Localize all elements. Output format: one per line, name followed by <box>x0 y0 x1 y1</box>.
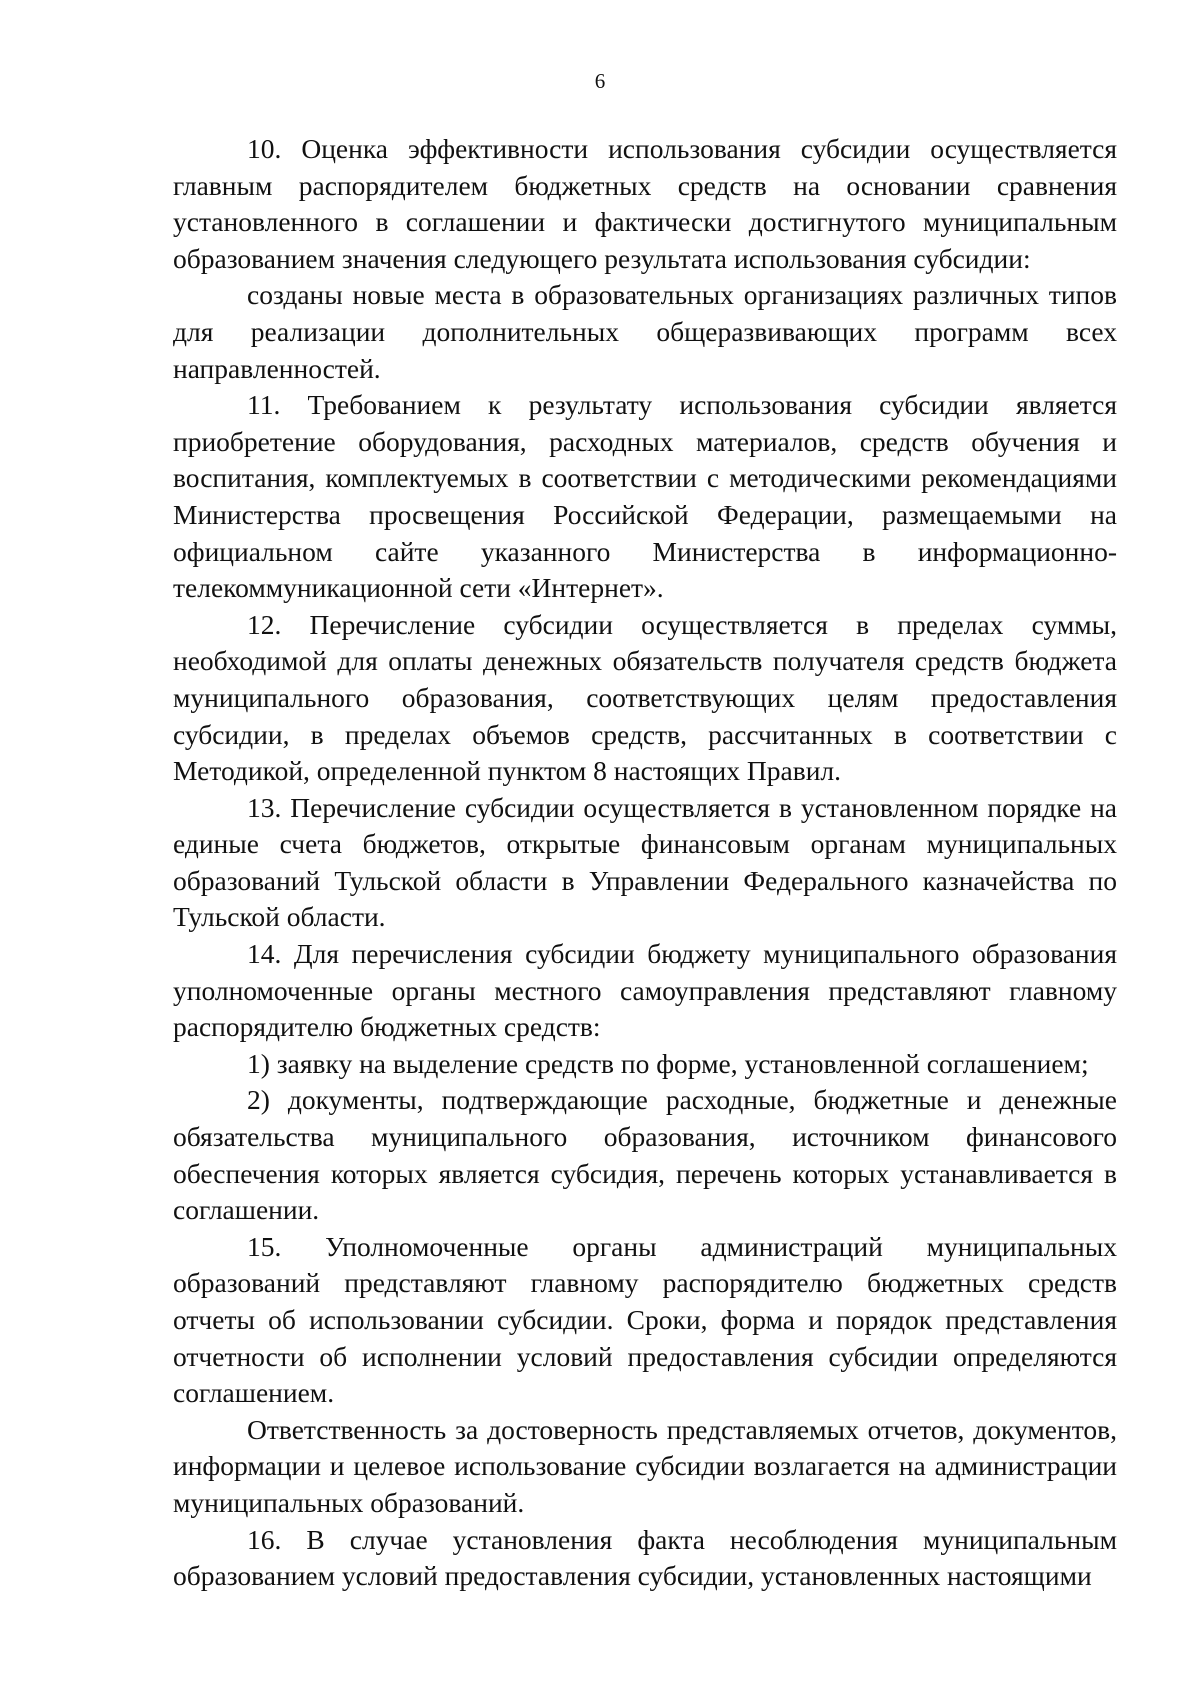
paragraph-13: 13. Перечисление субсидии осуществляется в установленном порядке на единые счета бюджетов, открытые финансовым органам муниципальных образований Тульской области в Управлении Федерального казначейства по Тульской области. <box>173 791 1117 933</box>
paragraph-15-responsibility: Ответственность за достоверность представляемых отчетов, документов, информации и целевое использование субсидии возлагается на администрации муниципальных образований. <box>173 1413 1117 1518</box>
paragraph-10: 10. Оценка эффективности использования субсидии осуществляется главным распорядителем бюджетных средств на основании сравнения установленного в соглашении и фактически достигнутого муниципальным образованием значения следующего результата использования субсидии: <box>173 133 1117 274</box>
paragraph-10-result: созданы новые места в образовательных организациях различных типов для реализации дополнительных общеразвивающих программ всех направленностей. <box>173 279 1117 384</box>
paragraph-16: 16. В случае установления факта несоблюдения муниципальным образованием условий предоставления субсидии, установленных настоящими <box>173 1523 1117 1592</box>
paragraph-14: 14. Для перечисления субсидии бюджету муниципального образования уполномоченные органы местного самоуправления представляют главному распорядителю бюджетных средств: <box>173 938 1117 1043</box>
page-number: 6 <box>594 69 606 93</box>
paragraph-11: 11. Требованием к результату использования субсидии является приобретение оборудования, расходных материалов, средств обучения и воспитания, комплектуемых в соответствии с методическими рекомендациями Министерства просвещения Российской Федерации, размещаемыми на официальном сайте указанного Министерства в информационно-телекоммуникационной сети «Интернет». <box>173 389 1117 604</box>
paragraph-14-item-2: 2) документы, подтверждающие расходные, бюджетные и денежные обязательства муниципального образования, источником финансового обеспечения которых является субсидия, перечень которых устанавливается в соглашении. <box>173 1084 1117 1226</box>
document-body <box>173 131 1117 1595</box>
paragraph-14-item-1: 1) заявку на выделение средств по форме, установленной соглашением; <box>247 1047 1089 1079</box>
paragraph-12: 12. Перечисление субсидии осуществляется в пределах суммы, необходимой для оплаты денежных обязательств получателя средств бюджета муниципального образования, соответствующих целям предоставления субсидии, в пределах объемов средств, рассчитанных в соответствии с Методикой, определенной пунктом 8 настоящих Правил. <box>173 608 1117 787</box>
paragraph-15: 15. Уполномоченные органы администраций муниципальных образований представляют главному распорядителю бюджетных средств отчеты об использовании субсидии. Сроки, форма и порядок представления отчетности об исполнении условий предоставления субсидии определяются соглашением. <box>173 1230 1117 1409</box>
